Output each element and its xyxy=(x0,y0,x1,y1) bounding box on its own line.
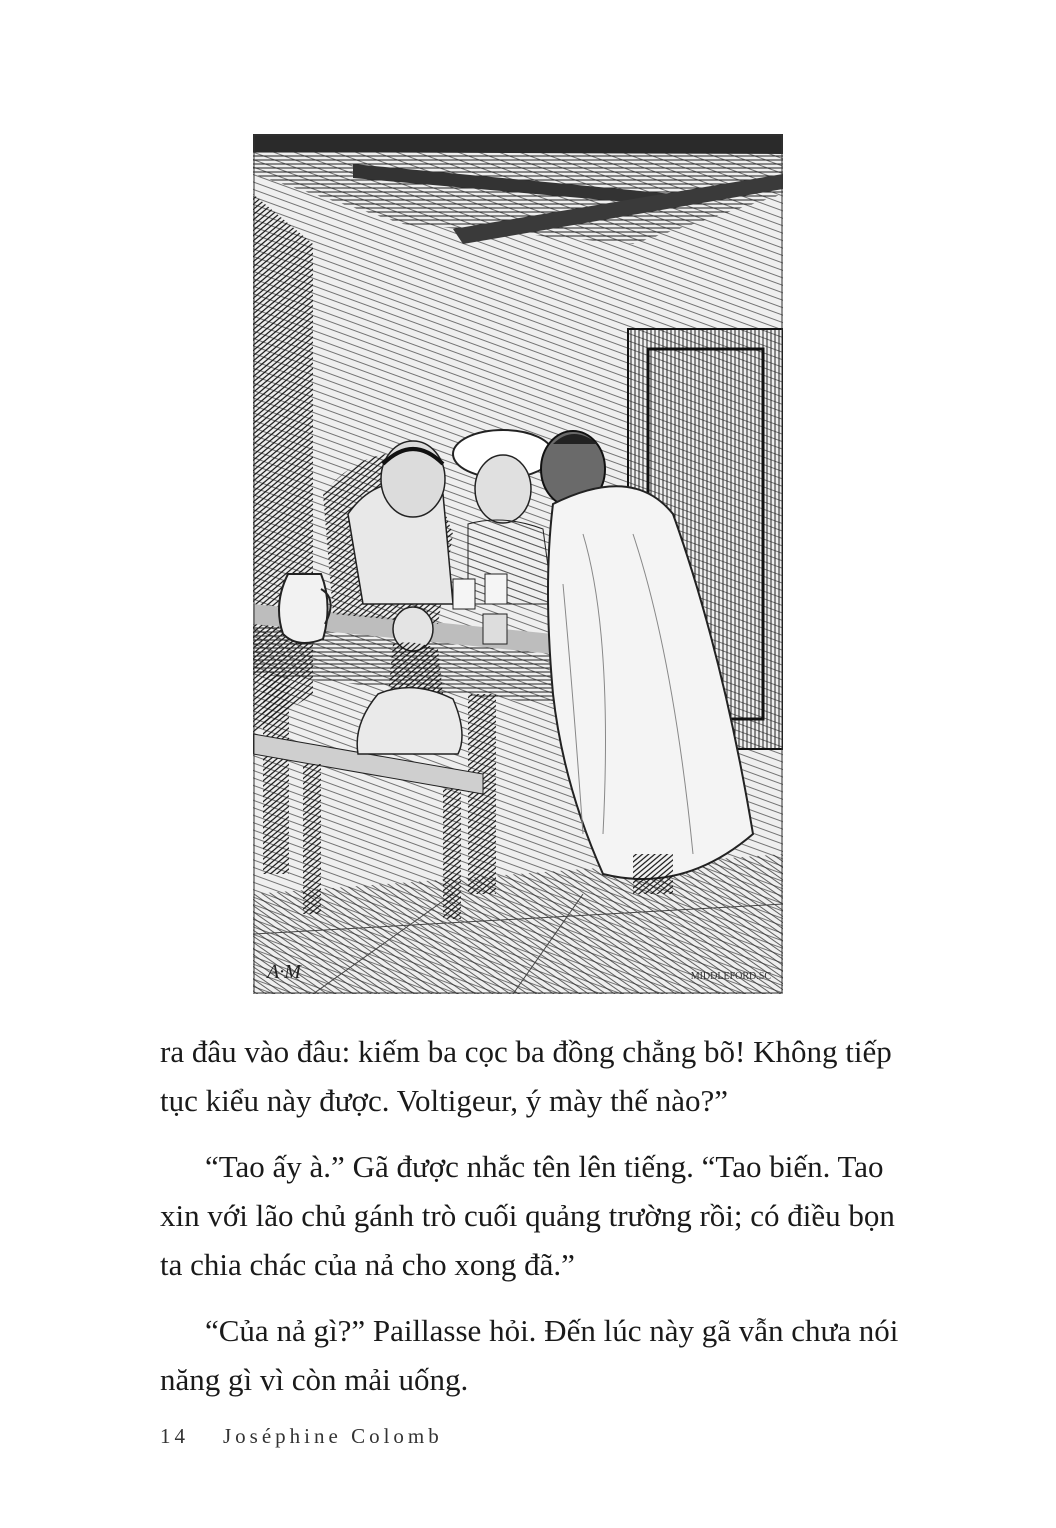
body-text xyxy=(160,1027,900,1421)
book-title: Joséphine Colomb xyxy=(223,1424,443,1448)
engraver-signature: MIDDLEFORD.SC xyxy=(690,971,771,982)
page-number: 14 xyxy=(160,1424,189,1448)
paragraph-1: ra đâu vào đâu: kiếm ba cọc ba đồng chẳng bõ! Không tiếp tục kiểu này được. Voltigeur, ý mày thế nào?” xyxy=(160,1034,892,1118)
paragraph-2: “Tao ấy à.” Gã được nhắc tên lên tiếng. “Tao biến. Tao xin với lão chủ gánh trò cuối quảng trường rồi; có điều bọn ta chia chác của nả cho xong đã.” xyxy=(160,1149,895,1282)
engraving-illustration xyxy=(253,134,783,994)
illustrator-signature: A·M xyxy=(267,961,301,983)
page-footer xyxy=(160,1424,443,1449)
paragraph-3: “Của nả gì?” Paillasse hỏi. Đến lúc này gã vẫn chưa nói năng gì vì còn mải uống. xyxy=(160,1313,899,1397)
